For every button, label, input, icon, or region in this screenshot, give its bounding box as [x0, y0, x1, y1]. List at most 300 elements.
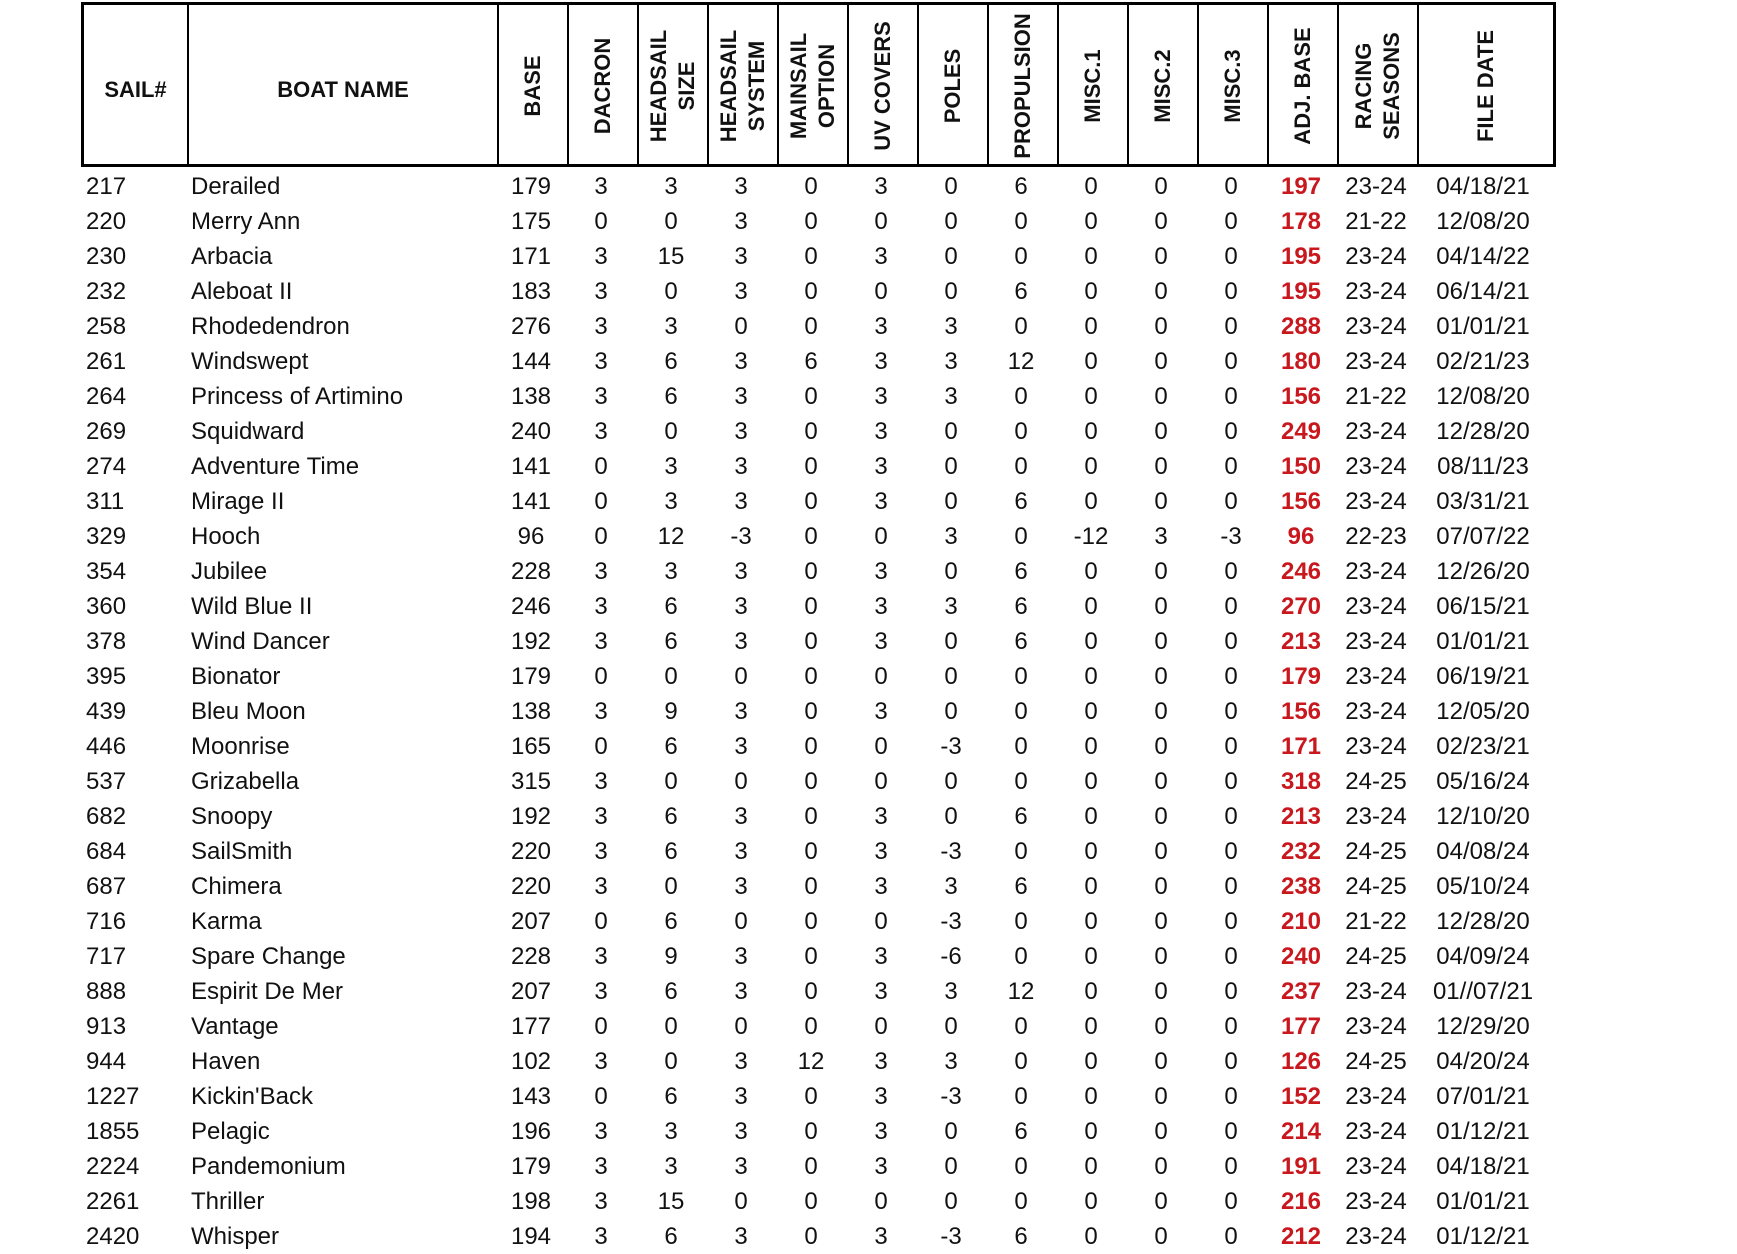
- cell-dacron: 3: [594, 978, 608, 1005]
- cell-misc3: 0: [1224, 1048, 1238, 1075]
- cell-misc1: 0: [1084, 488, 1098, 515]
- cell-headsail-system: 3: [734, 348, 748, 375]
- cell-dacron: 3: [594, 173, 608, 200]
- cell-dacron: 3: [594, 698, 608, 725]
- cell-uv-covers: 3: [874, 1118, 888, 1145]
- header-base: BASE: [499, 5, 569, 167]
- table-row: [81, 344, 1556, 379]
- cell-uv-covers: 0: [874, 733, 888, 760]
- cell-misc1: 0: [1084, 1153, 1098, 1180]
- cell-uv-covers: 0: [874, 278, 888, 305]
- cell-headsail-system: 3: [734, 418, 748, 445]
- cell-headsail-size: 3: [664, 558, 678, 585]
- cell-misc2: 0: [1154, 873, 1168, 900]
- cell-racing-seasons: 23-24: [1345, 1153, 1407, 1180]
- cell-misc3: 0: [1224, 1188, 1238, 1215]
- cell-misc2: 0: [1154, 383, 1168, 410]
- table-row: [81, 1079, 1556, 1114]
- cell-adj-base: 246: [1280, 558, 1322, 585]
- cell-poles: 3: [944, 593, 958, 620]
- cell-propulsion: 6: [1014, 803, 1028, 830]
- cell-poles: 0: [944, 698, 958, 725]
- cell-uv-covers: 0: [874, 1013, 888, 1040]
- cell-boat-name: Espirit De Mer: [191, 978, 344, 1005]
- cell-headsail-system: 0: [734, 908, 748, 935]
- cell-misc3: 0: [1224, 698, 1238, 725]
- cell-misc1: 0: [1084, 733, 1098, 760]
- cell-racing-seasons: 23-24: [1345, 698, 1407, 725]
- cell-misc3: 0: [1224, 1153, 1238, 1180]
- cell-headsail-size: 6: [664, 733, 678, 760]
- cell-base: 175: [510, 208, 552, 235]
- cell-file-date: 05/10/24: [1436, 873, 1530, 900]
- cell-adj-base: 191: [1280, 1153, 1322, 1180]
- cell-boat-name: Wild Blue II: [191, 593, 313, 620]
- cell-misc1: 0: [1084, 628, 1098, 655]
- cell-file-date: 01//07/21: [1432, 978, 1534, 1005]
- cell-mainsail-option: 0: [804, 838, 818, 865]
- cell-sail: 537: [86, 768, 127, 795]
- cell-boat-name: Karma: [191, 908, 262, 935]
- cell-propulsion: 6: [1014, 593, 1028, 620]
- table-row: [81, 589, 1556, 624]
- cell-adj-base: 152: [1280, 1083, 1322, 1110]
- cell-sail: 261: [86, 348, 127, 375]
- cell-propulsion: 0: [1014, 208, 1028, 235]
- cell-sail: 329: [86, 523, 127, 550]
- cell-dacron: 3: [594, 1048, 608, 1075]
- cell-misc3: 0: [1224, 663, 1238, 690]
- cell-misc2: 0: [1154, 663, 1168, 690]
- table-row: [81, 1009, 1556, 1044]
- cell-misc1: 0: [1084, 313, 1098, 340]
- cell-file-date: 01/12/21: [1436, 1118, 1530, 1145]
- cell-misc3: 0: [1224, 243, 1238, 270]
- cell-boat-name: Snoopy: [191, 803, 273, 830]
- cell-base: 246: [510, 593, 552, 620]
- cell-mainsail-option: 0: [804, 488, 818, 515]
- cell-base: 138: [510, 698, 552, 725]
- cell-misc3: 0: [1224, 488, 1238, 515]
- cell-racing-seasons: 21-22: [1345, 383, 1407, 410]
- cell-mainsail-option: 0: [804, 663, 818, 690]
- header-boat-name: BOAT NAME: [189, 5, 499, 167]
- cell-sail: 2224: [86, 1153, 140, 1180]
- cell-file-date: 12/05/20: [1436, 698, 1530, 725]
- cell-base: 315: [510, 768, 552, 795]
- cell-misc3: 0: [1224, 943, 1238, 970]
- cell-uv-covers: 0: [874, 523, 888, 550]
- header-racing-seasons: RACING SEASONS: [1339, 5, 1419, 167]
- cell-boat-name: Chimera: [191, 873, 282, 900]
- cell-misc2: 3: [1154, 523, 1168, 550]
- cell-uv-covers: 3: [874, 1153, 888, 1180]
- cell-misc2: 0: [1154, 173, 1168, 200]
- cell-headsail-system: 3: [734, 1118, 748, 1145]
- cell-poles: 3: [944, 313, 958, 340]
- cell-headsail-size: 6: [664, 978, 678, 1005]
- cell-uv-covers: 3: [874, 873, 888, 900]
- cell-misc2: 0: [1154, 418, 1168, 445]
- cell-file-date: 06/14/21: [1436, 278, 1530, 305]
- cell-misc3: 0: [1224, 348, 1238, 375]
- cell-poles: 0: [944, 558, 958, 585]
- cell-base: 144: [510, 348, 552, 375]
- cell-mainsail-option: 0: [804, 978, 818, 1005]
- cell-misc1: 0: [1084, 558, 1098, 585]
- header-headsail-size: HEADSAIL SIZE: [639, 5, 709, 167]
- cell-adj-base: 156: [1280, 383, 1322, 410]
- cell-dacron: 3: [594, 1153, 608, 1180]
- cell-file-date: 12/26/20: [1436, 558, 1530, 585]
- header-adj-base: ADJ. BASE: [1269, 5, 1339, 167]
- cell-headsail-size: 6: [664, 383, 678, 410]
- cell-racing-seasons: 23-24: [1345, 593, 1407, 620]
- cell-headsail-size: 9: [664, 943, 678, 970]
- cell-headsail-size: 0: [664, 1013, 678, 1040]
- cell-boat-name: Merry Ann: [191, 208, 301, 235]
- table-row: [81, 1184, 1556, 1219]
- cell-misc3: 0: [1224, 978, 1238, 1005]
- cell-dacron: 3: [594, 768, 608, 795]
- cell-boat-name: Spare Change: [191, 943, 346, 970]
- cell-boat-name: Arbacia: [191, 243, 273, 270]
- cell-mainsail-option: 0: [804, 593, 818, 620]
- cell-racing-seasons: 23-24: [1345, 733, 1407, 760]
- cell-sail: 217: [86, 173, 127, 200]
- cell-mainsail-option: 0: [804, 628, 818, 655]
- cell-misc1: 0: [1084, 243, 1098, 270]
- cell-headsail-size: 6: [664, 838, 678, 865]
- cell-headsail-size: 6: [664, 593, 678, 620]
- cell-misc2: 0: [1154, 1223, 1168, 1250]
- cell-base: 198: [510, 1188, 552, 1215]
- cell-base: 171: [510, 243, 552, 270]
- cell-file-date: 02/21/23: [1436, 348, 1530, 375]
- cell-sail: 684: [86, 838, 127, 865]
- cell-dacron: 3: [594, 1118, 608, 1145]
- cell-misc3: 0: [1224, 593, 1238, 620]
- cell-racing-seasons: 23-24: [1345, 558, 1407, 585]
- cell-misc1: 0: [1084, 663, 1098, 690]
- cell-sail: 446: [86, 733, 127, 760]
- cell-dacron: 3: [594, 593, 608, 620]
- cell-poles: 3: [944, 383, 958, 410]
- cell-propulsion: 0: [1014, 1188, 1028, 1215]
- cell-mainsail-option: 0: [804, 1013, 818, 1040]
- cell-base: 207: [510, 908, 552, 935]
- cell-misc3: 0: [1224, 453, 1238, 480]
- cell-misc2: 0: [1154, 733, 1168, 760]
- cell-misc1: 0: [1084, 978, 1098, 1005]
- cell-headsail-size: 12: [657, 523, 685, 550]
- cell-poles: 0: [944, 1118, 958, 1145]
- cell-poles: 0: [944, 803, 958, 830]
- cell-misc2: 0: [1154, 978, 1168, 1005]
- table-row: [81, 939, 1556, 974]
- cell-boat-name: Squidward: [191, 418, 305, 445]
- cell-misc1: 0: [1084, 698, 1098, 725]
- cell-base: 179: [510, 173, 552, 200]
- cell-file-date: 04/08/24: [1436, 838, 1530, 865]
- cell-headsail-size: 15: [657, 1188, 685, 1215]
- cell-misc1: 0: [1084, 873, 1098, 900]
- cell-misc3: 0: [1224, 383, 1238, 410]
- cell-racing-seasons: 24-25: [1345, 768, 1407, 795]
- table-row: [81, 239, 1556, 274]
- cell-base: 179: [510, 663, 552, 690]
- cell-misc3: 0: [1224, 1013, 1238, 1040]
- table-row: [81, 519, 1556, 554]
- cell-misc2: 0: [1154, 558, 1168, 585]
- cell-boat-name: Whisper: [191, 1223, 280, 1250]
- cell-sail: 716: [86, 908, 127, 935]
- table-row: [81, 694, 1556, 729]
- cell-propulsion: 6: [1014, 1223, 1028, 1250]
- cell-uv-covers: 3: [874, 488, 888, 515]
- cell-uv-covers: 0: [874, 908, 888, 935]
- cell-base: 220: [510, 873, 552, 900]
- table-row: [81, 414, 1556, 449]
- cell-headsail-system: 3: [734, 593, 748, 620]
- cell-misc1: 0: [1084, 208, 1098, 235]
- cell-adj-base: 240: [1280, 943, 1322, 970]
- cell-headsail-size: 0: [664, 278, 678, 305]
- cell-misc2: 0: [1154, 803, 1168, 830]
- cell-misc3: 0: [1224, 173, 1238, 200]
- cell-sail: 1855: [86, 1118, 140, 1145]
- cell-misc2: 0: [1154, 208, 1168, 235]
- header-file-date: FILE DATE: [1473, 29, 1498, 143]
- cell-mainsail-option: 0: [804, 453, 818, 480]
- cell-uv-covers: 3: [874, 1083, 888, 1110]
- cell-propulsion: 0: [1014, 698, 1028, 725]
- cell-headsail-size: 3: [664, 1153, 678, 1180]
- cell-boat-name: Aleboat II: [191, 278, 293, 305]
- cell-uv-covers: 3: [874, 628, 888, 655]
- cell-dacron: 3: [594, 348, 608, 375]
- table-row: [81, 1219, 1556, 1254]
- cell-misc1: 0: [1084, 383, 1098, 410]
- table-header: [81, 2, 1556, 167]
- cell-file-date: 01/12/21: [1436, 1223, 1530, 1250]
- cell-sail: 439: [86, 698, 127, 725]
- cell-adj-base: 197: [1280, 173, 1322, 200]
- cell-poles: -3: [940, 1223, 962, 1250]
- cell-racing-seasons: 23-24: [1345, 1083, 1407, 1110]
- cell-headsail-system: 3: [734, 1223, 748, 1250]
- cell-misc1: 0: [1084, 1118, 1098, 1145]
- cell-misc3: 0: [1224, 873, 1238, 900]
- cell-dacron: 0: [594, 733, 608, 760]
- cell-base: 228: [510, 558, 552, 585]
- cell-misc3: 0: [1224, 838, 1238, 865]
- cell-file-date: 04/18/21: [1436, 1153, 1530, 1180]
- cell-uv-covers: 3: [874, 243, 888, 270]
- cell-poles: 3: [944, 348, 958, 375]
- cell-misc3: 0: [1224, 278, 1238, 305]
- cell-propulsion: 0: [1014, 733, 1028, 760]
- cell-uv-covers: 3: [874, 943, 888, 970]
- cell-racing-seasons: 23-24: [1345, 243, 1407, 270]
- cell-dacron: 0: [594, 1083, 608, 1110]
- cell-headsail-system: 3: [734, 838, 748, 865]
- cell-mainsail-option: 0: [804, 1188, 818, 1215]
- cell-base: 138: [510, 383, 552, 410]
- table-row: [81, 764, 1556, 799]
- cell-sail: 944: [86, 1048, 127, 1075]
- cell-misc1: 0: [1084, 278, 1098, 305]
- cell-misc3: 0: [1224, 208, 1238, 235]
- cell-base: 96: [517, 523, 545, 550]
- cell-propulsion: 0: [1014, 943, 1028, 970]
- cell-mainsail-option: 0: [804, 1083, 818, 1110]
- cell-boat-name: Bionator: [191, 663, 281, 690]
- cell-mainsail-option: 0: [804, 383, 818, 410]
- cell-sail: 913: [86, 1013, 127, 1040]
- cell-propulsion: 6: [1014, 278, 1028, 305]
- cell-headsail-size: 3: [664, 313, 678, 340]
- cell-misc1: 0: [1084, 1048, 1098, 1075]
- cell-uv-covers: 0: [874, 208, 888, 235]
- cell-mainsail-option: 0: [804, 873, 818, 900]
- cell-poles: 0: [944, 628, 958, 655]
- table-row: [81, 484, 1556, 519]
- cell-racing-seasons: 23-24: [1345, 348, 1407, 375]
- cell-sail: 264: [86, 383, 127, 410]
- cell-uv-covers: 3: [874, 698, 888, 725]
- cell-headsail-size: 0: [664, 208, 678, 235]
- cell-headsail-size: 9: [664, 698, 678, 725]
- cell-misc2: 0: [1154, 768, 1168, 795]
- cell-sail: 395: [86, 663, 127, 690]
- cell-dacron: 3: [594, 803, 608, 830]
- cell-poles: 0: [944, 418, 958, 445]
- cell-base: 165: [510, 733, 552, 760]
- cell-propulsion: 6: [1014, 558, 1028, 585]
- cell-misc2: 0: [1154, 453, 1168, 480]
- cell-headsail-system: 3: [734, 278, 748, 305]
- cell-propulsion: 0: [1014, 523, 1028, 550]
- cell-headsail-system: 0: [734, 313, 748, 340]
- cell-poles: -3: [940, 838, 962, 865]
- cell-uv-covers: 3: [874, 453, 888, 480]
- cell-base: 240: [510, 418, 552, 445]
- cell-racing-seasons: 22-23: [1345, 523, 1407, 550]
- cell-boat-name: Adventure Time: [191, 453, 360, 480]
- cell-misc2: 0: [1154, 1083, 1168, 1110]
- cell-poles: -6: [940, 943, 962, 970]
- cell-uv-covers: 3: [874, 838, 888, 865]
- header-sail: SAIL#: [84, 5, 189, 167]
- cell-sail: 2420: [86, 1223, 140, 1250]
- cell-adj-base: 237: [1280, 978, 1322, 1005]
- cell-boat-name: Pandemonium: [191, 1153, 346, 1180]
- cell-headsail-size: 6: [664, 1223, 678, 1250]
- cell-mainsail-option: 12: [797, 1048, 825, 1075]
- cell-dacron: 3: [594, 628, 608, 655]
- cell-propulsion: 0: [1014, 908, 1028, 935]
- cell-file-date: 04/20/24: [1436, 1048, 1530, 1075]
- cell-headsail-system: 3: [734, 488, 748, 515]
- cell-boat-name: Derailed: [191, 173, 281, 200]
- cell-headsail-system: 3: [734, 698, 748, 725]
- cell-file-date: 03/31/21: [1436, 488, 1530, 515]
- cell-boat-name: Haven: [191, 1048, 261, 1075]
- cell-mainsail-option: 0: [804, 313, 818, 340]
- cell-misc3: 0: [1224, 558, 1238, 585]
- cell-dacron: 0: [594, 908, 608, 935]
- cell-adj-base: 195: [1280, 243, 1322, 270]
- cell-headsail-system: 3: [734, 873, 748, 900]
- cell-misc2: 0: [1154, 1118, 1168, 1145]
- table-row: [81, 379, 1556, 414]
- cell-headsail-size: 6: [664, 1083, 678, 1110]
- cell-uv-covers: 3: [874, 558, 888, 585]
- cell-racing-seasons: 23-24: [1345, 628, 1407, 655]
- cell-headsail-size: 3: [664, 1118, 678, 1145]
- cell-file-date: 02/23/21: [1436, 733, 1530, 760]
- cell-misc3: 0: [1224, 908, 1238, 935]
- cell-headsail-system: 3: [734, 173, 748, 200]
- cell-misc1: 0: [1084, 768, 1098, 795]
- cell-headsail-system: 3: [734, 978, 748, 1005]
- cell-poles: 3: [944, 1048, 958, 1075]
- cell-sail: 888: [86, 978, 127, 1005]
- cell-misc2: 0: [1154, 943, 1168, 970]
- cell-sail: 717: [86, 943, 127, 970]
- cell-base: 179: [510, 1153, 552, 1180]
- cell-propulsion: 6: [1014, 628, 1028, 655]
- cell-misc2: 0: [1154, 1013, 1168, 1040]
- cell-adj-base: 195: [1280, 278, 1322, 305]
- cell-misc2: 0: [1154, 278, 1168, 305]
- cell-misc1: 0: [1084, 418, 1098, 445]
- cell-boat-name: Thriller: [191, 1188, 265, 1215]
- cell-mainsail-option: 0: [804, 523, 818, 550]
- cell-racing-seasons: 23-24: [1345, 663, 1407, 690]
- cell-poles: 0: [944, 1013, 958, 1040]
- cell-misc1: -12: [1073, 523, 1109, 550]
- table-row: [81, 974, 1556, 1009]
- cell-headsail-system: 0: [734, 1013, 748, 1040]
- cell-dacron: 3: [594, 278, 608, 305]
- cell-headsail-size: 3: [664, 488, 678, 515]
- cell-file-date: 01/01/21: [1436, 313, 1530, 340]
- table-row: [81, 659, 1556, 694]
- cell-propulsion: 6: [1014, 173, 1028, 200]
- cell-file-date: 12/28/20: [1436, 908, 1530, 935]
- cell-poles: 0: [944, 243, 958, 270]
- cell-adj-base: 213: [1280, 628, 1322, 655]
- cell-misc3: -3: [1220, 523, 1242, 550]
- cell-misc2: 0: [1154, 838, 1168, 865]
- cell-base: 220: [510, 838, 552, 865]
- header-dacron: DACRON: [569, 5, 639, 167]
- cell-sail: 1227: [86, 1083, 140, 1110]
- cell-boat-name: Grizabella: [191, 768, 300, 795]
- cell-propulsion: 0: [1014, 663, 1028, 690]
- cell-adj-base: 177: [1280, 1013, 1322, 1040]
- cell-boat-name: Kickin'Back: [191, 1083, 313, 1110]
- cell-mainsail-option: 0: [804, 418, 818, 445]
- cell-sail: 682: [86, 803, 127, 830]
- cell-mainsail-option: 0: [804, 733, 818, 760]
- cell-misc1: 0: [1084, 838, 1098, 865]
- cell-headsail-system: 3: [734, 803, 748, 830]
- cell-dacron: 0: [594, 663, 608, 690]
- cell-headsail-system: 3: [734, 943, 748, 970]
